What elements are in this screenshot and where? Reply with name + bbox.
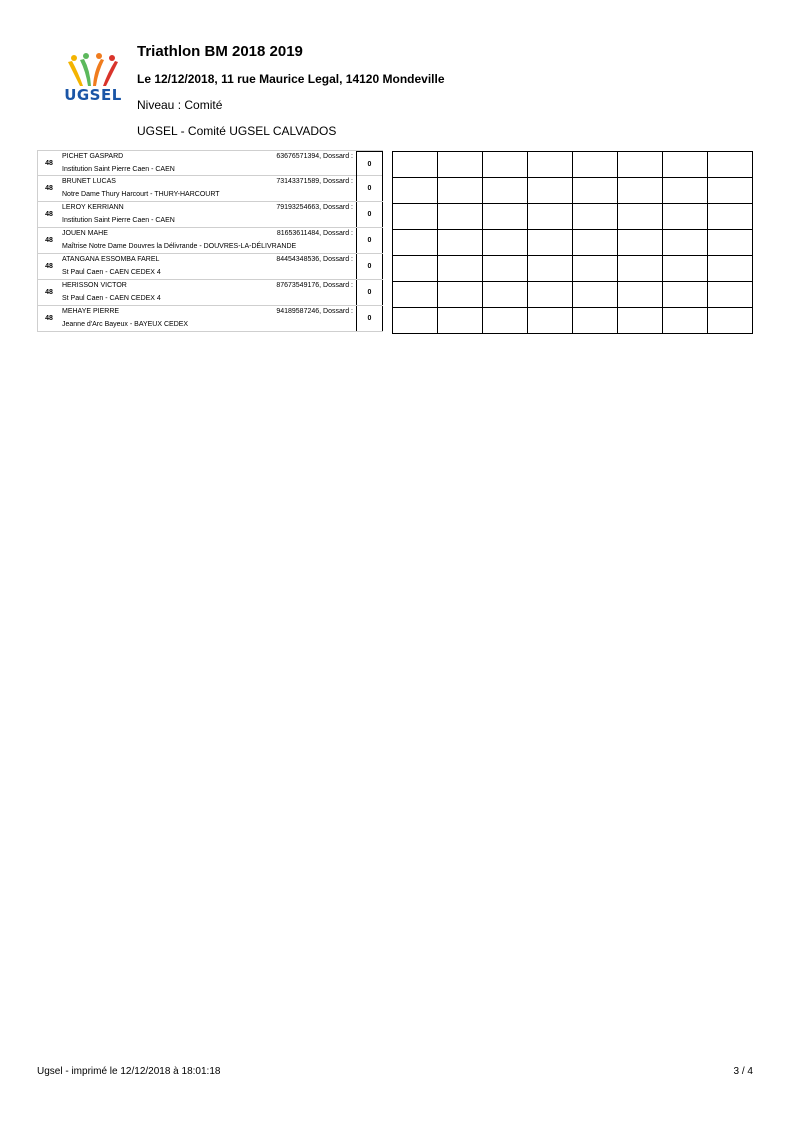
grid-cell — [573, 282, 618, 308]
rank: 48 — [45, 315, 53, 322]
grid-cell — [618, 308, 663, 334]
score: 0 — [356, 280, 383, 305]
grid-cell — [393, 308, 438, 334]
grid-row — [393, 204, 753, 230]
results-list — [37, 150, 383, 332]
results-grid — [392, 151, 753, 334]
rank: 48 — [45, 263, 53, 270]
grid-cell — [663, 230, 708, 256]
table-row — [37, 280, 383, 306]
rank: 48 — [45, 237, 53, 244]
grid-cell — [528, 204, 573, 230]
grid-cell — [393, 152, 438, 178]
grid-cell — [483, 178, 528, 204]
grid-cell — [618, 204, 663, 230]
logo-text: UGSEL — [64, 86, 122, 104]
grid-cell — [528, 152, 573, 178]
grid-cell — [483, 256, 528, 282]
table-row — [37, 228, 383, 254]
athlete-dossard: 63676571394, Dossard : — [276, 153, 353, 160]
athlete-dossard: 87673549176, Dossard : — [276, 282, 353, 289]
grid-cell — [663, 204, 708, 230]
grid-cell — [438, 256, 483, 282]
grid-cell — [618, 178, 663, 204]
grid-cell — [528, 308, 573, 334]
athlete-dossard: 79193254663, Dossard : — [276, 204, 353, 211]
grid-cell — [528, 282, 573, 308]
ugsel-figures-icon — [60, 52, 126, 88]
score: 0 — [356, 176, 383, 201]
athlete-name: BRUNET LUCAS — [62, 178, 116, 185]
grid-row — [393, 256, 753, 282]
athlete-school: Institution Saint Pierre Caen - CAEN — [62, 166, 175, 173]
grid-cell — [663, 152, 708, 178]
grid-cell — [573, 152, 618, 178]
table-row — [37, 202, 383, 228]
print-timestamp: Ugsel - imprimé le 12/12/2018 à 18:01:18 — [37, 1066, 221, 1077]
grid-cell — [438, 204, 483, 230]
grid-cell — [573, 230, 618, 256]
grid-cell — [438, 230, 483, 256]
athlete-school: St Paul Caen - CAEN CEDEX 4 — [62, 295, 161, 302]
page-number: 3 / 4 — [733, 1066, 753, 1077]
grid-cell — [393, 178, 438, 204]
grid-cell — [393, 204, 438, 230]
grid-cell — [663, 178, 708, 204]
grid-cell — [393, 230, 438, 256]
comite-label: UGSEL - Comité UGSEL CALVADOS — [137, 124, 337, 138]
table-row — [37, 150, 383, 176]
rank: 48 — [45, 211, 53, 218]
grid-row — [393, 230, 753, 256]
niveau-label: Niveau : Comité — [137, 98, 223, 112]
grid-cell — [708, 230, 753, 256]
grid-cell — [483, 230, 528, 256]
athlete-school: Notre Dame Thury Harcourt - THURY-HARCOURT — [62, 191, 220, 198]
grid-cell — [618, 152, 663, 178]
table-row — [37, 254, 383, 280]
grid-cell — [393, 256, 438, 282]
athlete-name: ATANGANA ESSOMBA FAREL — [62, 256, 160, 263]
athlete-name: JOUEN MAHE — [62, 230, 108, 237]
event-subtitle: Le 12/12/2018, 11 rue Maurice Legal, 14120 Mondeville — [137, 72, 445, 86]
grid-cell — [708, 204, 753, 230]
grid-cell — [438, 308, 483, 334]
athlete-name: LEROY KERRIANN — [62, 204, 124, 211]
grid-cell — [573, 256, 618, 282]
grid-row — [393, 152, 753, 178]
score: 0 — [356, 228, 383, 253]
rank: 48 — [45, 289, 53, 296]
grid-cell — [708, 256, 753, 282]
grid-cell — [528, 178, 573, 204]
grid-cell — [708, 308, 753, 334]
rank: 48 — [45, 185, 53, 192]
grid-cell — [663, 282, 708, 308]
athlete-name: HERISSON VICTOR — [62, 282, 127, 289]
grid-cell — [393, 282, 438, 308]
athlete-school: St Paul Caen - CAEN CEDEX 4 — [62, 269, 161, 276]
athlete-school: Institution Saint Pierre Caen - CAEN — [62, 217, 175, 224]
athlete-school: Jeanne d'Arc Bayeux - BAYEUX CEDEX — [62, 321, 189, 328]
grid-cell — [618, 230, 663, 256]
grid-cell — [663, 256, 708, 282]
rank: 48 — [45, 160, 53, 167]
athlete-dossard: 73143371589, Dossard : — [276, 178, 353, 185]
athlete-name: PICHET GASPARD — [62, 153, 124, 160]
ugsel-logo — [60, 52, 126, 106]
table-row — [37, 306, 383, 332]
grid-cell — [708, 178, 753, 204]
grid-cell — [528, 256, 573, 282]
athlete-school: Maîtrise Notre Dame Douvres la Délivrande - DOUVRES-LA-DÉLIVRANDE — [62, 243, 297, 250]
grid-row — [393, 308, 753, 334]
grid-cell — [708, 152, 753, 178]
athlete-name: MEHAYE PIERRE — [62, 308, 120, 315]
grid-cell — [438, 152, 483, 178]
grid-cell — [708, 282, 753, 308]
grid-cell — [483, 282, 528, 308]
page-title: Triathlon BM 2018 2019 — [137, 43, 303, 60]
athlete-dossard: 81653611484, Dossard : — [276, 230, 353, 237]
grid-cell — [438, 282, 483, 308]
grid-cell — [573, 178, 618, 204]
grid-cell — [573, 204, 618, 230]
grid-cell — [618, 282, 663, 308]
athlete-dossard: 94189587246, Dossard : — [276, 308, 353, 315]
grid-row — [393, 178, 753, 204]
athlete-dossard: 84454348536, Dossard : — [276, 256, 353, 263]
grid-cell — [483, 152, 528, 178]
score: 0 — [356, 306, 383, 331]
score: 0 — [356, 202, 383, 227]
grid-cell — [573, 308, 618, 334]
score: 0 — [356, 254, 383, 279]
grid-cell — [618, 256, 663, 282]
grid-cell — [663, 308, 708, 334]
grid-cell — [528, 230, 573, 256]
grid-cell — [483, 204, 528, 230]
grid-row — [393, 282, 753, 308]
score: 0 — [356, 151, 383, 176]
table-row — [37, 176, 383, 202]
grid-cell — [438, 178, 483, 204]
grid-cell — [483, 308, 528, 334]
